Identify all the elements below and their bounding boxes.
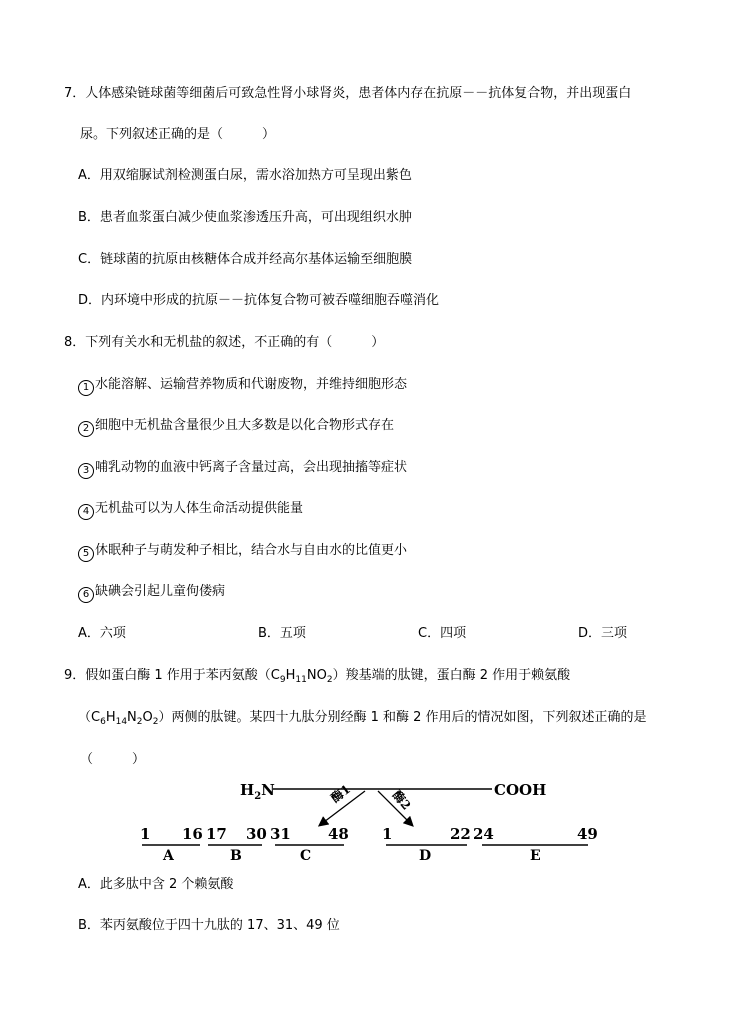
circled-number: 2 — [78, 421, 94, 437]
fragment-c-end: 48 — [328, 825, 349, 843]
fragment-d-end: 22 — [450, 825, 471, 843]
q7-option-c: C．链球菌的抗原由核糖体合成并经高尔基体运输至细胞膜 — [78, 252, 413, 267]
peptide-cleavage-diagram — [130, 775, 600, 867]
q9-stem-line1: 9．假如蛋白酶 1 作用于苯丙氨酸$(C_9H_{11}NO_2)$羧基端的肽键，蛋白酶 2 作用于赖氨酸 — [64, 668, 571, 685]
q8-stem: 8．下列有关水和无机盐的叙述，不正确的有（ ） — [64, 335, 385, 350]
c-terminus-label: COOH — [494, 781, 547, 799]
q7-stem-line2: 尿。下列叙述正确的是（ ） — [80, 127, 276, 142]
q8-option-c: C．四项 — [418, 626, 467, 641]
circled-number: 5 — [78, 546, 94, 562]
enzyme2-label: 酶2 — [389, 787, 414, 813]
fragment-c-start: 31 — [270, 825, 291, 843]
q8-option-d: D．三项 — [578, 626, 628, 641]
fragment-a-start: 1 — [140, 825, 151, 843]
q8-item-2: 2 细胞中无机盐含量很少且大多数是以化合物形式存在 — [78, 418, 394, 437]
fragment-a-end: 16 — [182, 825, 203, 843]
n-terminus-label: $H_2N$ — [240, 781, 275, 802]
q7-option-b: B．患者血浆蛋白减少使血浆渗透压升高，可出现组织水肿 — [78, 210, 412, 225]
q9-option-a: A．此多肽中含 2 个赖氨酸 — [78, 877, 234, 892]
q8-item-4: 4 无机盐可以为人体生命活动提供能量 — [78, 501, 303, 520]
fragment-b-label: B — [230, 848, 242, 864]
q8-item-6: 6 缺碘会引起儿童佝偻病 — [78, 584, 225, 603]
fragment-d-label: D — [419, 848, 432, 864]
q9-stem-line3: （ ） — [80, 752, 146, 767]
fragment-e-label: E — [530, 848, 541, 864]
circled-number: 6 — [78, 587, 94, 603]
q8-item-3: 3 哺乳动物的血液中钙离子含量过高，会出现抽搐等症状 — [78, 460, 407, 479]
fragment-c-label: C — [300, 848, 312, 864]
q8-option-b: B．五项 — [258, 626, 306, 641]
fragment-a-label: A — [163, 848, 174, 864]
fragment-b-end: 30 — [246, 825, 267, 843]
q8-item-1: 1 水能溶解、运输营养物质和代谢废物，并维持细胞形态 — [78, 377, 407, 396]
circled-number: 3 — [78, 463, 94, 479]
circled-number: 1 — [78, 380, 94, 396]
q7-stem-line1: 7．人体感染链球菌等细菌后可致急性肾小球肾炎，患者体内存在抗原－－抗体复合物，并出现蛋白 — [64, 86, 632, 101]
q9-option-b: B．苯丙氨酸位于四十九肽的 17、31、49 位 — [78, 918, 340, 933]
fragment-d-start: 1 — [382, 825, 393, 843]
q9-stem-line2: $(C_6H_{14}N_2O_2)$两侧的肽键。某四十九肽分别经酶 1 和酶 2 作用后的情况如图，下列叙述正确的是 — [78, 710, 647, 727]
circled-number: 4 — [78, 504, 94, 520]
enzyme1-label: 酶1 — [328, 781, 354, 806]
fragment-e-start: 24 — [473, 825, 494, 843]
q7-option-a: A．用双缩脲试剂检测蛋白尿，需水浴加热方可呈现出紫色 — [78, 168, 412, 183]
q7-option-d: D．内环境中形成的抗原－－抗体复合物可被吞噬细胞吞噬消化 — [78, 293, 440, 308]
fragment-b-start: 17 — [206, 825, 227, 843]
q8-option-a: A．六项 — [78, 626, 126, 641]
q8-item-5: 5 休眠种子与萌发种子相比，结合水与自由水的比值更小 — [78, 543, 407, 562]
fragment-e-end: 49 — [577, 825, 598, 843]
